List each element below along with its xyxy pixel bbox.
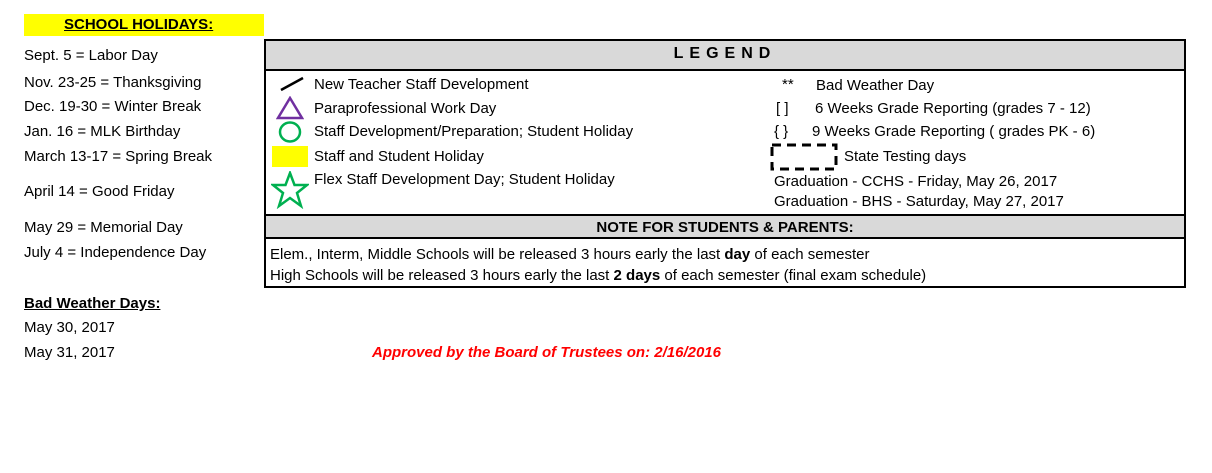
- holiday-item: April 14 = Good Friday: [24, 183, 175, 200]
- legend-label: Flex Staff Development Day; Student Holiday: [314, 171, 615, 188]
- legend-label: 6 Weeks Grade Reporting (grades 7 - 12): [815, 100, 1091, 117]
- legend-label: Paraprofessional Work Day: [314, 100, 497, 117]
- bad-weather-day-item: May 31, 2017: [24, 344, 115, 361]
- circle-icon: [277, 120, 303, 144]
- bad-weather-day-item: May 30, 2017: [24, 319, 115, 336]
- legend-label: 9 Weeks Grade Reporting ( grades PK - 6): [812, 123, 1096, 140]
- legend-title: LEGEND: [673, 45, 777, 62]
- legend-label: State Testing days: [844, 148, 967, 165]
- triangle-icon: [276, 96, 304, 120]
- holiday-item: July 4 = Independence Day: [24, 244, 207, 261]
- note-line-2: High Schools will be released 3 hours early the last 2 days of each semester (final exam schedule): [270, 267, 927, 284]
- dashed-box-icon: [769, 142, 839, 172]
- legend-symbol: { }: [774, 123, 789, 140]
- legend-label: New Teacher Staff Development: [314, 76, 529, 93]
- legend-header: [266, 41, 1184, 71]
- graduation-line: Graduation - BHS - Saturday, May 27, 2017: [774, 193, 1064, 210]
- note-line-1: Elem., Interm, Middle Schools will be released 3 hours early the last day of each semester: [270, 246, 870, 263]
- note-title: NOTE FOR STUDENTS & PARENTS:: [596, 219, 854, 236]
- yellow-box-icon: [272, 146, 308, 167]
- legend-box: [264, 39, 1186, 288]
- legend-label: Bad Weather Day: [816, 77, 935, 94]
- school-holidays-title: SCHOOL HOLIDAYS:: [64, 16, 214, 33]
- holiday-item: Sept. 5 = Labor Day: [24, 47, 158, 64]
- graduation-line: Graduation - CCHS - Friday, May 26, 2017: [774, 173, 1058, 190]
- holiday-item: Jan. 16 = MLK Birthday: [24, 123, 181, 140]
- holiday-item: Dec. 19-30 = Winter Break: [24, 98, 202, 115]
- holiday-item: May 29 = Memorial Day: [24, 219, 183, 236]
- legend-label: Staff Development/Preparation; Student Holiday: [314, 123, 634, 140]
- legend-symbol: **: [782, 76, 794, 93]
- legend-label: Staff and Student Holiday: [314, 148, 484, 165]
- school-holidays-heading: [24, 14, 264, 36]
- slash-icon: [278, 75, 306, 93]
- approval-note: Approved by the Board of Trustees on: 2/16/2016: [372, 344, 721, 361]
- holiday-item: Nov. 23-25 = Thanksgiving: [24, 74, 202, 91]
- bad-weather-days-title: Bad Weather Days:: [24, 295, 161, 312]
- star-icon: [271, 171, 309, 209]
- legend-symbol: [ ]: [776, 100, 789, 117]
- note-header: [266, 214, 1184, 239]
- holiday-item: March 13-17 = Spring Break: [24, 148, 213, 165]
